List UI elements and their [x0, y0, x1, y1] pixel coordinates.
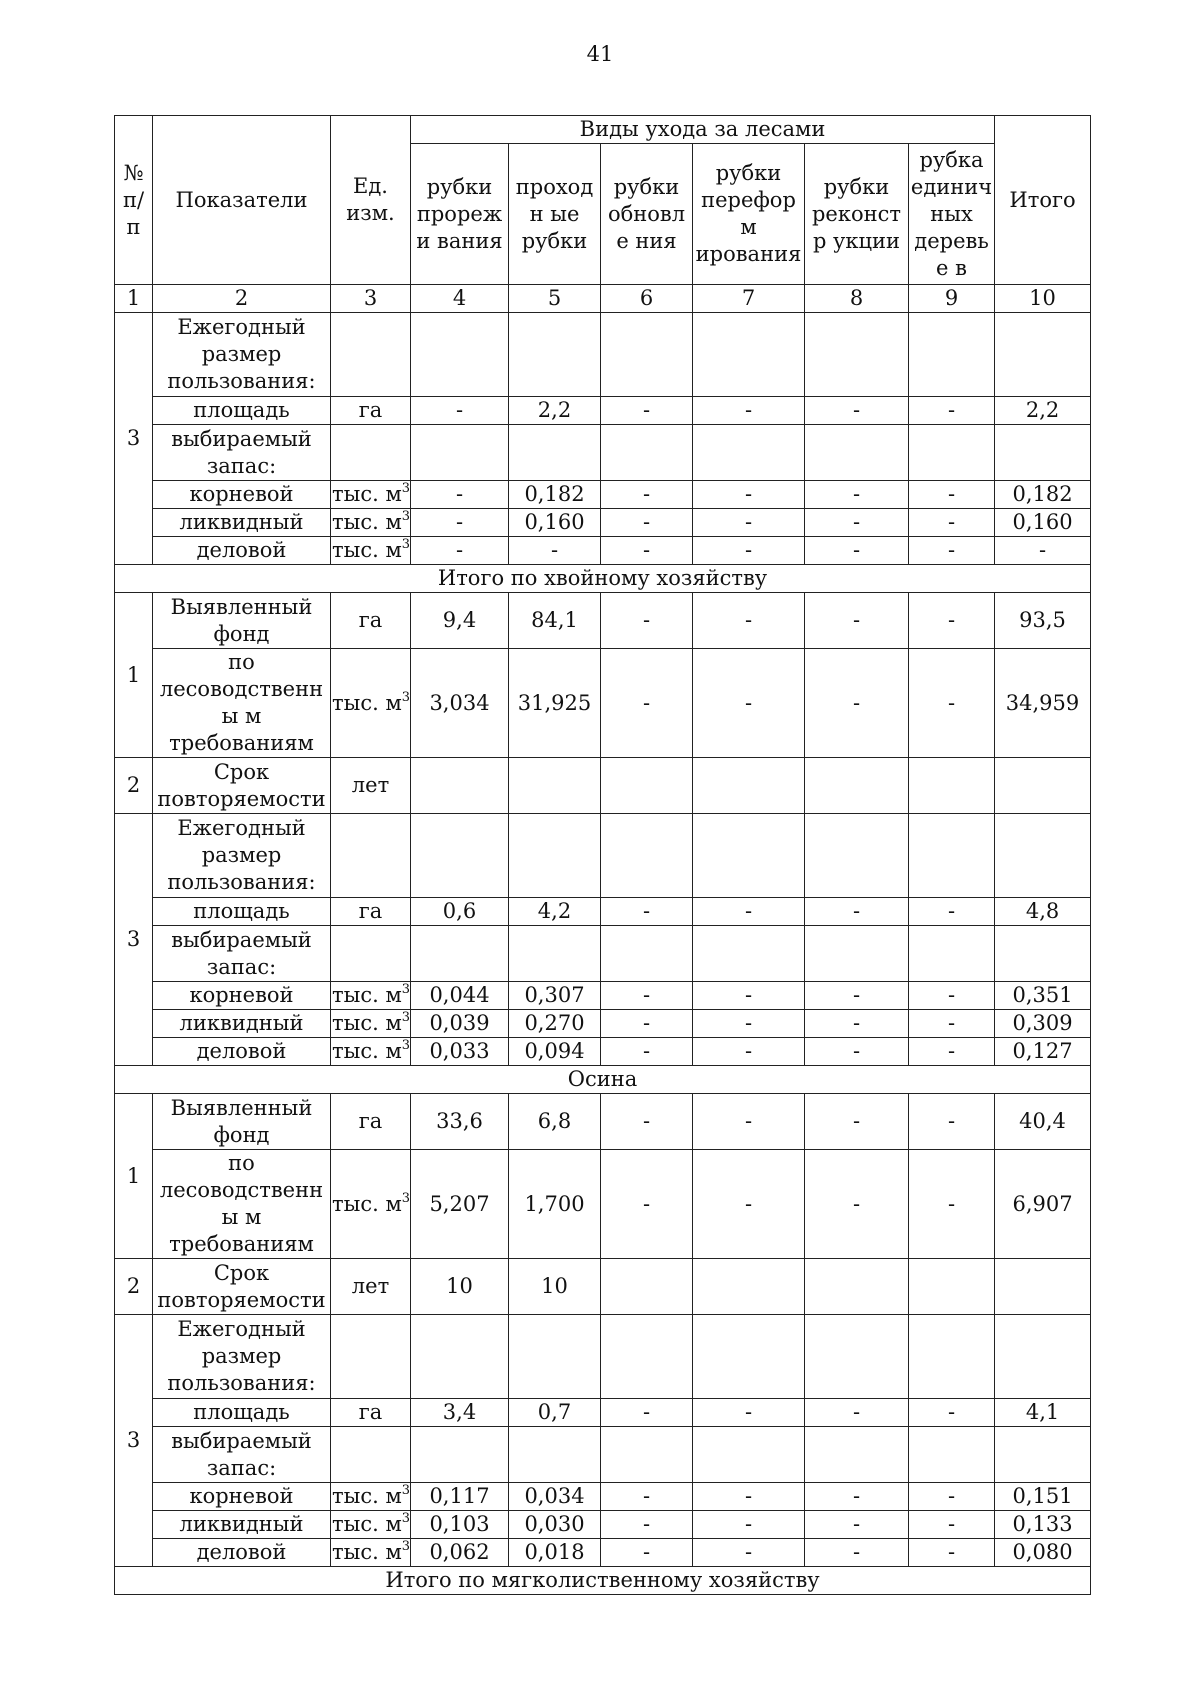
- cell-value: -: [411, 509, 509, 537]
- cell-value: 40,4: [995, 1094, 1091, 1150]
- label-business: деловой: [153, 1038, 331, 1066]
- cell-value: [411, 758, 509, 814]
- page-number: 41: [586, 42, 614, 66]
- label-period: Срок повторяемости: [153, 758, 331, 814]
- unit-m3: тыс. $м^3$: [331, 1038, 411, 1066]
- cell-value: -: [693, 1511, 805, 1539]
- cell-value: 0,6: [411, 898, 509, 926]
- table-row: [115, 425, 1091, 481]
- unit-m3: тыс. $м^3$: [331, 1511, 411, 1539]
- cell-value: -: [909, 649, 995, 758]
- cell-value: 0,351: [995, 982, 1091, 1010]
- cell-value: -: [693, 537, 805, 565]
- cell-value: -: [805, 898, 909, 926]
- cell-value: 0,309: [995, 1010, 1091, 1038]
- cell-value: -: [693, 1038, 805, 1066]
- cell-value: 33,6: [411, 1094, 509, 1150]
- cell-value: -: [909, 1511, 995, 1539]
- table-row: [115, 758, 1091, 814]
- cell-value: -: [601, 1399, 693, 1427]
- cell-value: 0,160: [995, 509, 1091, 537]
- section-title-softwood: Итого по мягколиственному хозяйству: [115, 1567, 1091, 1595]
- col-num: 1: [115, 285, 153, 313]
- col-num: 2: [153, 285, 331, 313]
- label-area: площадь: [153, 898, 331, 926]
- cell-value: 4,1: [995, 1399, 1091, 1427]
- cell-value: -: [601, 1539, 693, 1567]
- cell-value: [601, 758, 693, 814]
- cell-value: -: [805, 593, 909, 649]
- cell-value: 0,018: [509, 1539, 601, 1567]
- cell-value: 84,1: [509, 593, 601, 649]
- label-by-requirements: по лесоводственны м требованиям: [153, 1150, 331, 1259]
- cell-value: [909, 758, 995, 814]
- col-num: 3: [331, 285, 411, 313]
- cell-value: 0,151: [995, 1483, 1091, 1511]
- cell-value: -: [805, 982, 909, 1010]
- cell-value: -: [601, 1511, 693, 1539]
- cell-value: -: [805, 481, 909, 509]
- label-annual-size: Ежегодный размер пользования:: [153, 313, 331, 397]
- cell-value: -: [693, 982, 805, 1010]
- cell-value: -: [909, 1399, 995, 1427]
- cell-value: 0,270: [509, 1010, 601, 1038]
- cell-value: 6,8: [509, 1094, 601, 1150]
- cell-value: 31,925: [509, 649, 601, 758]
- cell-value: 0,103: [411, 1511, 509, 1539]
- cell-value: -: [411, 397, 509, 425]
- cell-value: -: [601, 397, 693, 425]
- cell-value: -: [909, 509, 995, 537]
- unit-m3: тыс. $м^3$: [331, 982, 411, 1010]
- cell-value: 5,207: [411, 1150, 509, 1259]
- table-row: [115, 313, 1091, 397]
- table-row: [115, 1094, 1091, 1150]
- cell-value: -: [601, 537, 693, 565]
- cell-value: 2,2: [995, 397, 1091, 425]
- row-number: 3: [115, 814, 153, 1066]
- row-number: 1: [115, 593, 153, 758]
- header-col-single-trees: рубка единич ных деревье в: [909, 144, 995, 285]
- cell-value: -: [805, 1150, 909, 1259]
- header-col-passage: проходн ые рубки: [509, 144, 601, 285]
- row-number: 3: [115, 1315, 153, 1567]
- cell-value: 0,182: [509, 481, 601, 509]
- unit-years: лет: [331, 758, 411, 814]
- cell-value: -: [805, 1539, 909, 1567]
- label-liquid: ликвидный: [153, 509, 331, 537]
- cell-value: -: [909, 537, 995, 565]
- cell-value: 9,4: [411, 593, 509, 649]
- row-number: 2: [115, 1259, 153, 1315]
- unit-m3: тыс. $м^3$: [331, 649, 411, 758]
- header-col-reconstruction: рубки реконстр укции: [805, 144, 909, 285]
- cell-value: -: [693, 1150, 805, 1259]
- table-row: [115, 593, 1091, 649]
- label-annual-size: Ежегодный размер пользования:: [153, 1315, 331, 1399]
- table-row: [115, 1038, 1091, 1066]
- cell-value: 0,030: [509, 1511, 601, 1539]
- cell-value: -: [411, 481, 509, 509]
- cell-value: [693, 1259, 805, 1315]
- section-title-aspen: Осина: [115, 1066, 1091, 1094]
- row-number: 1: [115, 1094, 153, 1259]
- cell-value: -: [693, 593, 805, 649]
- label-harvest-stock: выбираемый запас:: [153, 425, 331, 481]
- cell-value: [909, 1259, 995, 1315]
- cell-value: 0,080: [995, 1539, 1091, 1567]
- unit-m3: тыс. $м^3$: [331, 537, 411, 565]
- header-no: № п/п: [115, 116, 153, 285]
- cell-value: [601, 1259, 693, 1315]
- unit-m3: тыс. $м^3$: [331, 1539, 411, 1567]
- cell-value: [995, 1259, 1091, 1315]
- table-row: [115, 1259, 1091, 1315]
- header-care-types: Виды ухода за лесами: [411, 116, 995, 144]
- cell-value: 0,127: [995, 1038, 1091, 1066]
- cell-value: [693, 758, 805, 814]
- table-row: [115, 1010, 1091, 1038]
- cell-value: -: [909, 898, 995, 926]
- cell-value: 0,182: [995, 481, 1091, 509]
- cell-value: 10: [411, 1259, 509, 1315]
- table-row: [115, 926, 1091, 982]
- label-business: деловой: [153, 1539, 331, 1567]
- label-area: площадь: [153, 1399, 331, 1427]
- cell-value: 3,4: [411, 1399, 509, 1427]
- cell-value: -: [995, 537, 1091, 565]
- unit-ha: га: [331, 1094, 411, 1150]
- cell-value: -: [805, 1399, 909, 1427]
- cell-value: 34,959: [995, 649, 1091, 758]
- cell-value: -: [805, 509, 909, 537]
- cell-value: -: [909, 481, 995, 509]
- col-num: 10: [995, 285, 1091, 313]
- label-found-fund: Выявленный фонд: [153, 593, 331, 649]
- label-root: корневой: [153, 481, 331, 509]
- cell-value: -: [693, 397, 805, 425]
- cell-value: -: [693, 1010, 805, 1038]
- table-row: [115, 1483, 1091, 1511]
- table-row: [115, 509, 1091, 537]
- label-harvest-stock: выбираемый запас:: [153, 926, 331, 982]
- header-col-thinning: рубки прорежи вания: [411, 144, 509, 285]
- cell-value: -: [693, 649, 805, 758]
- unit-m3: тыс. $м^3$: [331, 1150, 411, 1259]
- cell-value: 0,160: [509, 509, 601, 537]
- cell-value: -: [909, 1010, 995, 1038]
- table-row: [115, 1399, 1091, 1427]
- cell-value: -: [805, 1094, 909, 1150]
- cell-value: -: [601, 593, 693, 649]
- cell-value: 2,2: [509, 397, 601, 425]
- col-num: 9: [909, 285, 995, 313]
- table-row: [115, 1150, 1091, 1259]
- cell-value: -: [909, 982, 995, 1010]
- unit-ha: га: [331, 898, 411, 926]
- label-liquid: ликвидный: [153, 1511, 331, 1539]
- cell-value: 0,094: [509, 1038, 601, 1066]
- col-num: 6: [601, 285, 693, 313]
- unit-m3: тыс. $м^3$: [331, 1483, 411, 1511]
- cell-value: 0,133: [995, 1511, 1091, 1539]
- cell-value: -: [805, 1010, 909, 1038]
- table-row: [115, 1315, 1091, 1399]
- label-harvest-stock: выбираемый запас:: [153, 1427, 331, 1483]
- cell-value: -: [909, 1038, 995, 1066]
- header-indicators: Показатели: [153, 116, 331, 285]
- cell-value: -: [909, 1094, 995, 1150]
- cell-value: 0,039: [411, 1010, 509, 1038]
- cell-value: -: [411, 537, 509, 565]
- label-by-requirements: по лесоводственны м требованиям: [153, 649, 331, 758]
- row-number: 3: [115, 313, 153, 565]
- header-col-reformation: рубки переформ ирования: [693, 144, 805, 285]
- cell-value: -: [693, 1483, 805, 1511]
- cell-value: 4,2: [509, 898, 601, 926]
- cell-value: 0,034: [509, 1483, 601, 1511]
- cell-value: [509, 758, 601, 814]
- col-num: 7: [693, 285, 805, 313]
- label-business: деловой: [153, 537, 331, 565]
- cell-value: -: [601, 898, 693, 926]
- label-root: корневой: [153, 1483, 331, 1511]
- cell-value: 1,700: [509, 1150, 601, 1259]
- cell-value: [995, 758, 1091, 814]
- cell-value: -: [601, 1038, 693, 1066]
- cell-value: -: [601, 509, 693, 537]
- col-num: 5: [509, 285, 601, 313]
- col-num: 4: [411, 285, 509, 313]
- table-row: [115, 1427, 1091, 1483]
- unit-ha: га: [331, 593, 411, 649]
- label-liquid: ликвидный: [153, 1010, 331, 1038]
- cell-value: 0,7: [509, 1399, 601, 1427]
- cell-value: -: [693, 509, 805, 537]
- unit-years: лет: [331, 1259, 411, 1315]
- table-row: [115, 481, 1091, 509]
- cell-value: [805, 1259, 909, 1315]
- label-annual-size: Ежегодный размер пользования:: [153, 814, 331, 898]
- cell-value: -: [693, 1399, 805, 1427]
- cell-value: -: [805, 649, 909, 758]
- cell-value: -: [601, 1010, 693, 1038]
- cell-value: 0,033: [411, 1038, 509, 1066]
- table-row: [115, 814, 1091, 898]
- cell-value: [805, 758, 909, 814]
- cell-value: -: [805, 537, 909, 565]
- cell-value: -: [805, 1511, 909, 1539]
- table-row: [115, 537, 1091, 565]
- cell-value: -: [601, 1483, 693, 1511]
- table-row: [115, 1539, 1091, 1567]
- col-num: 8: [805, 285, 909, 313]
- label-period: Срок повторяемости: [153, 1259, 331, 1315]
- unit-ha: га: [331, 1399, 411, 1427]
- cell-value: -: [601, 649, 693, 758]
- forest-care-table: [114, 115, 1091, 1595]
- column-numbers-row: [115, 285, 1091, 313]
- cell-value: -: [601, 1094, 693, 1150]
- cell-value: 3,034: [411, 649, 509, 758]
- table-row: [115, 898, 1091, 926]
- label-area: площадь: [153, 397, 331, 425]
- cell-value: -: [909, 397, 995, 425]
- cell-value: -: [909, 1150, 995, 1259]
- table-row: [115, 982, 1091, 1010]
- cell-value: -: [601, 982, 693, 1010]
- cell-value: -: [909, 593, 995, 649]
- unit-m3: тыс. $м^3$: [331, 509, 411, 537]
- cell-value: -: [693, 1539, 805, 1567]
- cell-value: -: [693, 1094, 805, 1150]
- cell-value: -: [601, 1150, 693, 1259]
- unit-m3: тыс. $м^3$: [331, 1010, 411, 1038]
- label-found-fund: Выявленный фонд: [153, 1094, 331, 1150]
- cell-value: 0,307: [509, 982, 601, 1010]
- cell-value: -: [509, 537, 601, 565]
- cell-value: -: [805, 397, 909, 425]
- cell-value: 93,5: [995, 593, 1091, 649]
- cell-value: -: [805, 1038, 909, 1066]
- cell-value: -: [909, 1539, 995, 1567]
- table-row: [115, 1511, 1091, 1539]
- cell-value: -: [805, 1483, 909, 1511]
- unit-m3: тыс. $м^3$: [331, 481, 411, 509]
- header-col-renewal: рубки обновле ния: [601, 144, 693, 285]
- cell-value: -: [601, 481, 693, 509]
- cell-value: 6,907: [995, 1150, 1091, 1259]
- cell-value: -: [693, 481, 805, 509]
- cell-value: 4,8: [995, 898, 1091, 926]
- cell-value: 0,117: [411, 1483, 509, 1511]
- cell-value: 0,044: [411, 982, 509, 1010]
- cell-value: 0,062: [411, 1539, 509, 1567]
- cell-value: -: [693, 898, 805, 926]
- label-root: корневой: [153, 982, 331, 1010]
- header-total: Итого: [995, 116, 1091, 285]
- table-row: [115, 397, 1091, 425]
- header-unit: Ед. изм.: [331, 116, 411, 285]
- unit-ha: га: [331, 397, 411, 425]
- cell-value: 10: [509, 1259, 601, 1315]
- table-row: [115, 649, 1091, 758]
- row-number: 2: [115, 758, 153, 814]
- cell-value: -: [909, 1483, 995, 1511]
- section-title-coniferous: Итого по хвойному хозяйству: [115, 565, 1091, 593]
